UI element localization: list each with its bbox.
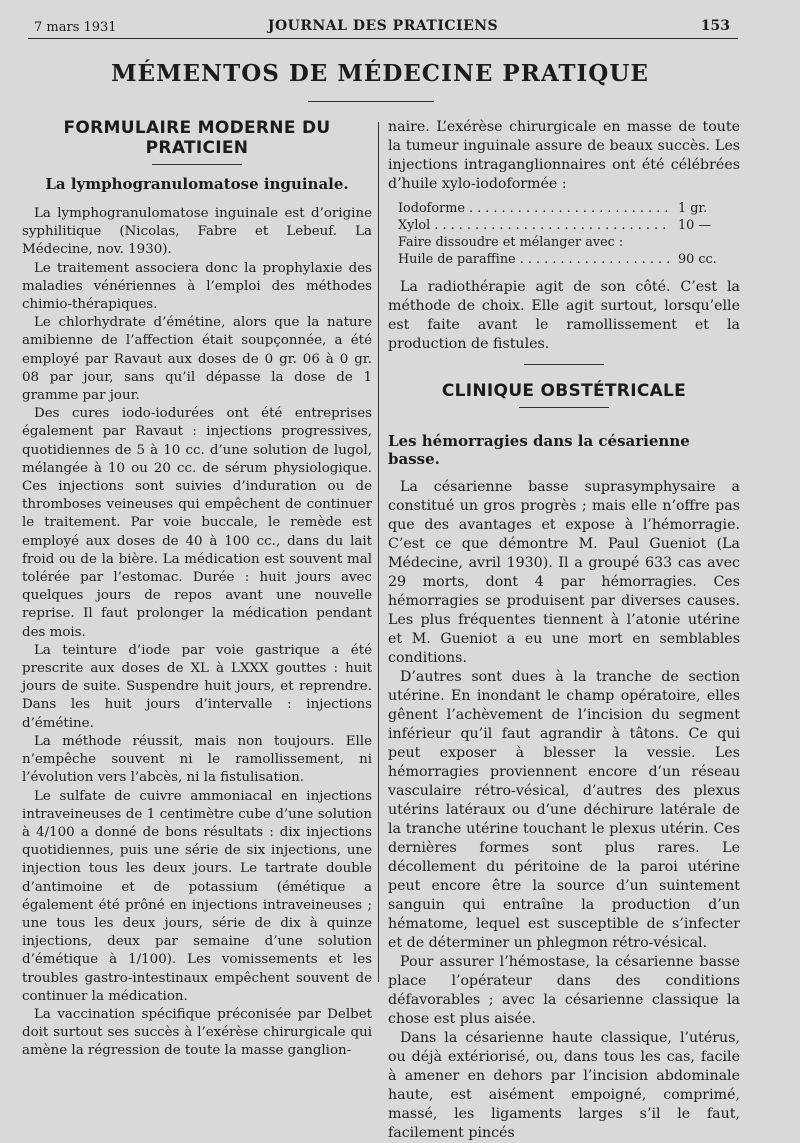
paragraph: Le chlorhydrate d’émétine, alors que la nature amibienne de l’affection était soupçonnée, a été employé par Ravaut aux doses de 0 gr. 06 à 0 gr. 08 par jour, sans qu’il dépasse la dose de 1 gramme par jour.: [22, 315, 372, 404]
recipe-note: Faire dissoudre et mélanger avec :: [398, 235, 624, 250]
section-rule: [152, 164, 242, 165]
paragraph: La méthode réussit, mais non toujours. Elle n’empêche souvent ni le ramollissement, ni l’évolution vers l’abcès, ni la fistulisation.: [22, 733, 372, 786]
paragraph: Dans la césarienne haute classique, l’utérus, ou déjà extériorisé, ou, dans tous les cas, facile à amener en dehors par l’incision abdominale haute, est aisément empoigné, comprimé, massé, les ligaments larges s’il le faut, facilement pincés: [388, 1030, 740, 1141]
recipe-row: [388, 217, 740, 234]
right-column: [388, 118, 740, 1143]
paragraph: Pour assurer l’hémostase, la césarienne basse place l’opérateur dans des conditions défavorables ; avec la césarienne classique la chose est plus aisée.: [388, 954, 740, 1027]
paragraph: Le sulfate de cuivre ammoniacal en injections intraveineuses de 1 centimètre cube d’une solution à 4/100 a donné de bons résultats : dix injections quotidiennes, puis une série de six injections, une injection tous les deux jours. Le tartrate double d’antimoine et de potassium (émétique a également été prôné en injections intraveineuses ; une tous les deux jours, série de dix à quinze injections, deux par semaine d’une solution d’émétique à 1/100). Les vomissements et les troubles gastro-intestinaux empêchent souvent de continuer la médication.: [22, 788, 372, 1004]
title-rule: [308, 101, 434, 102]
paragraph: La vaccination spécifique préconisée par Delbet doit surtout ses succès à l’exérèse chirurgicale qui amène la régression de toute la masse ganglion-: [22, 1006, 372, 1059]
column-divider: [378, 122, 379, 982]
section-title-formulaire: FORMULAIRE MODERNE DU PRATICIEN: [63, 118, 331, 158]
recipe-ingredient: Huile de paraffine . . .: [398, 251, 670, 268]
paragraph: La teinture d’iode par voie gastrique a été prescrite aux doses de XL à LXXX gouttes : huit jours de suite. Suspendre huit jours, et reprendre. Dans les huit jours d’intervalle : injections d’émétine.: [22, 642, 372, 731]
section-rule: [519, 407, 609, 408]
issue-date: 7 mars 1931: [34, 20, 117, 35]
recipe-ingredient: Xylol . . .: [398, 217, 670, 234]
paragraph: La césarienne basse suprasymphysaire a constitué un gros progrès ; mais elle n’offre pas que des avantages et expose à l’hémorragie. C’est ce que démontre M. Paul Gueniot (La Médecine, avril 1930). Il a groupé 633 cas avec 29 morts, dont 4 par hémorragies. Ces hémorragies se produisent par diverses causes. Les plus fréquentes tiennent à l’atonie utérine et M. Gueniot a eu une mort en semblables conditions.: [388, 479, 740, 666]
paragraph: Le traitement associera donc la prophylaxie des maladies vénériennes à l’emploi des méthodes chimio-thérapiques.: [22, 260, 372, 313]
paragraph: D’autres sont dues à la tranche de section utérine. En inondant le champ opératoire, elles gênent l’achèvement de l’incision du segment inférieur qu’il faut agrandir à tâtons. Ce qui peut exposer à blesser la vessie. Les hémorragies proviennent encore d’un réseau vasculaire rétro-vésical, d’autres des plexus utérins latéraux ou d’une déchirure latérale de la tranche utérine touchant le plexus utérin. Ces dernières formes sont plus rares. Le décollement du péritoine de la paroi utérine peut encore être la source d’un suintement sanguin qui entraîne la production d’un hématome, lequel est susceptible de s’infecter et de déterminer un phlegmon rétro-vésical.: [388, 669, 740, 951]
page-number: 153: [700, 18, 730, 34]
section-title-clinique: CLINIQUE OBSTÉTRICALE: [441, 381, 687, 401]
article-subtitle: Les hémorragies dans la césarienne basse.: [388, 432, 690, 468]
section-separator: [524, 364, 604, 365]
recipe-row: [388, 251, 740, 268]
recipe-quantity: 10 —: [678, 218, 712, 233]
page-header: [28, 14, 738, 39]
paragraph: naire. L’exérèse chirurgicale en masse de toute la tumeur inguinale assure de beaux succès. Les injections intraganglionnaires ont été célébrées d’huile xylo-iodoformée :: [388, 119, 740, 192]
recipe-quantity: 1 gr.: [678, 201, 708, 216]
recipe-quantity: 90 cc.: [678, 252, 717, 267]
recipe: [388, 200, 740, 268]
journal-title: JOURNAL DES PRATICIENS: [267, 18, 499, 34]
recipe-ingredient: Iodoforme . . .: [398, 200, 670, 217]
article-subtitle: La lymphogranulomatose inguinale.: [45, 175, 349, 193]
paragraph: La lymphogranulomatose inguinale est d’origine syphilitique (Nicolas, Fabre et Lebeuf. La Médecine, nov. 1930).: [22, 206, 372, 258]
paragraph: Des cures iodo-iodurées ont été entreprises également par Ravaut : injections progressives, quotidiennes de 5 à 10 cc. d’une solution de lugol, mélangée à 10 ou 20 cc. de sérum physiologique. Ces injections sont suivies d’induration ou de thromboses veineuses qui empêchent de continuer le traitement. Par voie buccale, le remède est employé aux doses de 40 à 100 cc., dans du lait froid ou de la bière. La médication est souvent mal tolérée par l’estomac. Durée : huit jours avec quelques jours de repos avant une nouvelle reprise. Il faut prolonger la médication pendant des mois.: [22, 406, 372, 640]
paragraph: La radiothérapie agit de son côté. C’est la méthode de choix. Elle agit surtout, lorsqu’elle est faite avant le ramollissement et la production de fistules.: [388, 279, 740, 352]
recipe-row: [388, 200, 740, 217]
main-title: MÉMENTOS DE MÉDECINE PRATIQUE: [111, 60, 649, 87]
left-column: [22, 118, 372, 1061]
